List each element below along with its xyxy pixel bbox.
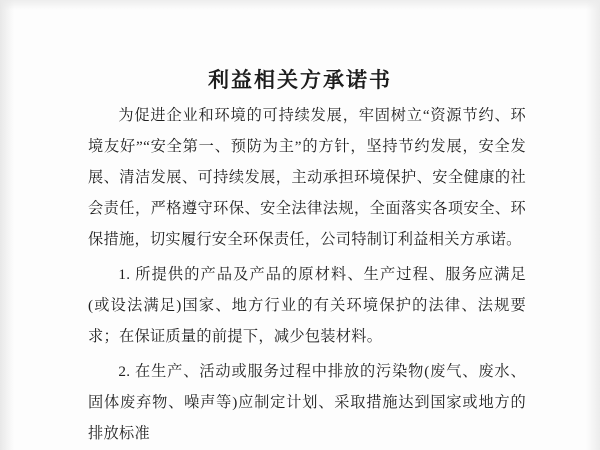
paragraph-intro: 为促进企业和环境的可持续发展，牢固树立“资源节约、环境友好”“安全第一、预防为主”的方针，坚持节约发展，安全发展、清洁发展、可持续发展，主动承担环境保护、安全健康的社会责任，严格遵守环保、安全法律法规，全面落实各项安全、环保措施，切实履行安全环保责任，公司特制订利益相关方承诺。 — [88, 107, 526, 248]
paragraph-item-1: 1. 所提供的产品及产品的原材料、生产过程、服务应满足(或设法满足)国家、地方行业的有关环境保护的法律、法规要求；在保证质量的前提下，减少包装材料。 — [88, 266, 526, 345]
document-body — [0, 100, 600, 449]
page-title: 利益相关方承诺书 — [208, 68, 392, 92]
paragraph-item-2: 2. 在生产、活动或服务过程中排放的污染物(废气、废水、固体废弃物、噪声等)应制定计划、采取措施达到国家或地方的排放标准 — [88, 363, 526, 442]
